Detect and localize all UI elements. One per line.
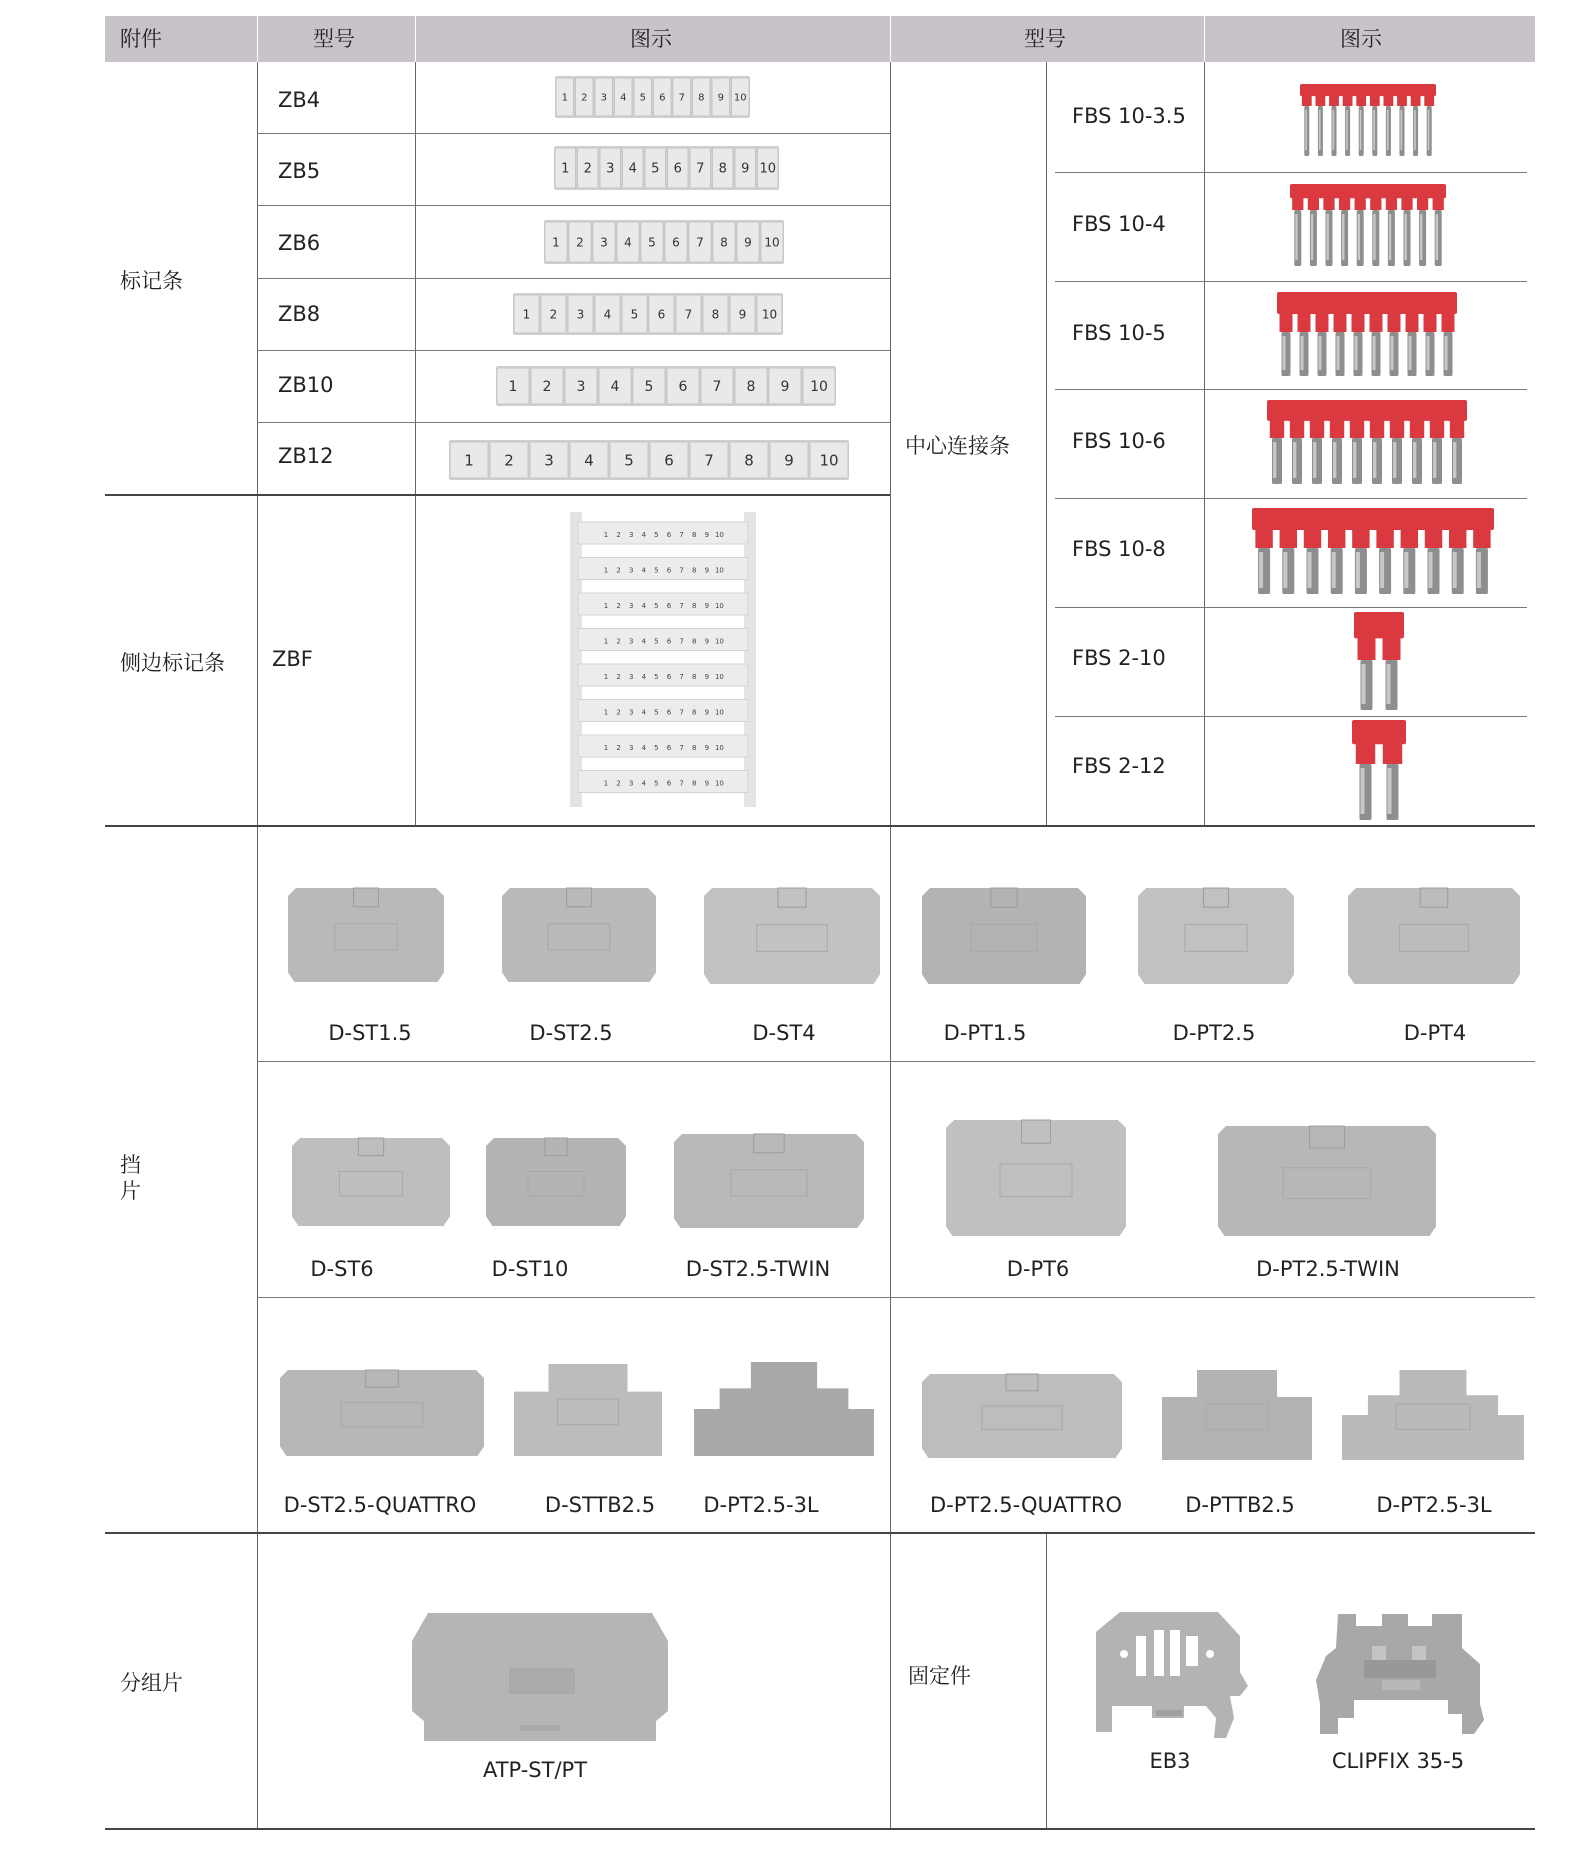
category-marker-strip: 标记条 xyxy=(120,269,183,293)
marker-tag-number: 9 xyxy=(738,307,747,322)
category-end-plate: 挡 片 xyxy=(120,1153,141,1203)
marker-strip-5 xyxy=(496,366,840,408)
marker-tag-number: 7 xyxy=(696,235,704,250)
marker-tag-number: 8 xyxy=(711,307,720,322)
marker-tag-number: 7 xyxy=(704,451,714,470)
marker-tag-number: 5 xyxy=(630,307,639,322)
category-group-plate: 分组片 xyxy=(120,1671,183,1695)
marker-tag-number: 6 xyxy=(672,235,680,250)
side-marker-number: 1 xyxy=(603,744,609,752)
side-marker-number: 6 xyxy=(666,744,672,752)
side-marker-number: 1 xyxy=(603,637,609,646)
side-marker-number: 8 xyxy=(691,566,697,575)
side-marker-sheet-image xyxy=(570,512,756,807)
end-plate xyxy=(512,1364,666,1458)
end-plate xyxy=(280,1370,486,1458)
side-marker-number: 9 xyxy=(704,566,710,575)
side-marker-number: 5 xyxy=(654,779,659,788)
model-zb6: ZB6 xyxy=(278,231,321,255)
marker-tag-number: 7 xyxy=(712,379,722,396)
caption-d-pt4: D-PT4 xyxy=(1403,1021,1467,1045)
side-marker-number: 7 xyxy=(679,602,684,610)
marker-tag-number: 5 xyxy=(624,451,634,470)
side-marker-number: 8 xyxy=(691,779,697,788)
side-marker-number: 10 xyxy=(714,602,724,610)
side-marker-number: 3 xyxy=(628,566,634,575)
marker-tag-number: 4 xyxy=(619,92,626,104)
marker-tag-number: 2 xyxy=(583,161,592,177)
marker-tag-number: 9 xyxy=(717,92,724,104)
caption-d-pt2-5: D-PT2.5 xyxy=(1172,1021,1256,1045)
bridge-1 xyxy=(1300,84,1436,158)
model-zb4: ZB4 xyxy=(278,88,321,112)
side-marker-number: 7 xyxy=(679,708,684,717)
marker-tag-number: 1 xyxy=(560,161,569,177)
marker-tag-number: 7 xyxy=(684,307,693,322)
marker-tag-number: 4 xyxy=(603,307,612,322)
end-plate xyxy=(922,888,1088,986)
marker-tag-number: 2 xyxy=(580,92,587,104)
marker-tag-number: 2 xyxy=(542,379,552,396)
side-marker-number: 9 xyxy=(704,637,710,646)
end-plate xyxy=(704,888,882,986)
side-marker-number: 3 xyxy=(628,531,634,539)
marker-strip-6 xyxy=(449,440,853,482)
side-marker-number: 4 xyxy=(641,779,647,788)
marker-tag-number: 8 xyxy=(697,92,704,104)
caption-d-pt2-5-quattro: D-PT2.5-QUATTRO xyxy=(929,1493,1123,1517)
caption-d-st2-5: D-ST2.5 xyxy=(529,1021,613,1045)
side-marker-number: 1 xyxy=(603,708,609,717)
category-center-bridge: 中心连接条 xyxy=(905,434,1010,458)
side-marker-number: 10 xyxy=(714,566,724,575)
marker-tag-number: 1 xyxy=(552,235,560,250)
side-marker-number: 1 xyxy=(603,531,609,539)
marker-strip-2 xyxy=(554,146,783,192)
bridge-2 xyxy=(1290,184,1446,268)
side-marker-number: 1 xyxy=(603,566,609,575)
marker-tag-number: 2 xyxy=(549,307,558,322)
model-zbf: ZBF xyxy=(272,647,313,671)
caption-d-pt2-5-3l-right: D-PT2.5-3L xyxy=(1376,1493,1492,1517)
end-plate xyxy=(486,1138,628,1228)
side-marker-number: 10 xyxy=(714,744,724,752)
header-model-left: 型号 xyxy=(313,27,355,51)
marker-tag-number: 8 xyxy=(718,161,727,177)
caption-d-pt1-5: D-PT1.5 xyxy=(943,1021,1027,1045)
marker-tag-number: 6 xyxy=(664,451,674,470)
bridge-4 xyxy=(1267,400,1467,486)
marker-tag-number: 5 xyxy=(639,92,646,104)
model-fbs-2-12: FBS 2-12 xyxy=(1072,754,1166,778)
header-image-left: 图示 xyxy=(630,27,672,51)
side-marker-number: 5 xyxy=(654,744,659,752)
marker-strip-3 xyxy=(544,220,788,266)
side-marker-number: 2 xyxy=(616,602,621,610)
marker-tag-number: 10 xyxy=(733,92,747,104)
model-zb5: ZB5 xyxy=(278,159,321,183)
side-marker-number: 9 xyxy=(704,673,710,681)
caption-eb3: EB3 xyxy=(1149,1749,1191,1773)
model-zb10: ZB10 xyxy=(278,373,334,397)
marker-tag-number: 7 xyxy=(695,161,704,177)
side-marker-number: 10 xyxy=(714,637,724,646)
category-fixing: 固定件 xyxy=(908,1664,971,1688)
side-marker-number: 4 xyxy=(641,602,647,610)
marker-tag-number: 1 xyxy=(508,379,518,396)
side-marker-number: 7 xyxy=(679,531,684,539)
side-marker-number: 3 xyxy=(628,673,634,681)
side-marker-number: 2 xyxy=(616,744,621,752)
model-zb8: ZB8 xyxy=(278,302,321,326)
model-fbs-2-10: FBS 2-10 xyxy=(1072,646,1166,670)
marker-tag-number: 3 xyxy=(600,235,608,250)
model-fbs-10-5: FBS 10-5 xyxy=(1072,321,1166,345)
marker-tag-number: 10 xyxy=(758,161,776,177)
side-marker-number: 10 xyxy=(714,779,724,788)
side-marker-number: 6 xyxy=(666,531,672,539)
side-marker-number: 8 xyxy=(691,708,697,717)
marker-tag-number: 1 xyxy=(522,307,531,322)
marker-tag-number: 6 xyxy=(657,307,666,322)
side-marker-number: 4 xyxy=(641,637,647,646)
side-marker-number: 1 xyxy=(603,602,609,610)
group-plate-image xyxy=(410,1613,670,1741)
side-marker-number: 6 xyxy=(666,602,672,610)
side-marker-number: 2 xyxy=(616,673,621,681)
side-marker-number: 7 xyxy=(679,637,684,646)
side-marker-number: 4 xyxy=(641,708,647,717)
marker-tag-number: 9 xyxy=(784,451,794,470)
side-marker-number: 3 xyxy=(628,637,634,646)
side-marker-number: 2 xyxy=(616,779,621,788)
header-accessory: 附件 xyxy=(120,27,162,51)
caption-d-st1-5: D-ST1.5 xyxy=(328,1021,412,1045)
model-fbs-10-6: FBS 10-6 xyxy=(1072,429,1166,453)
marker-tag-number: 3 xyxy=(544,451,554,470)
caption-d-pttb2-5: D-PTTB2.5 xyxy=(1185,1493,1295,1517)
side-marker-number: 9 xyxy=(704,708,710,717)
side-marker-number: 2 xyxy=(616,531,621,539)
caption-atp-st-pt: ATP-ST/PT xyxy=(482,1758,588,1782)
marker-tag-number: 2 xyxy=(576,235,584,250)
marker-tag-number: 9 xyxy=(780,379,790,396)
bridge-5 xyxy=(1252,508,1494,596)
end-plate xyxy=(1160,1370,1316,1462)
caption-d-st6: D-ST6 xyxy=(310,1257,374,1281)
marker-tag-number: 1 xyxy=(561,92,568,104)
side-marker-number: 6 xyxy=(666,708,672,717)
model-zb12: ZB12 xyxy=(278,444,334,468)
side-marker-number: 2 xyxy=(616,637,621,646)
side-marker-number: 10 xyxy=(714,673,724,681)
marker-tag-number: 5 xyxy=(650,161,659,177)
marker-tag-number: 3 xyxy=(576,379,586,396)
marker-tag-number: 6 xyxy=(673,161,682,177)
end-plate xyxy=(1218,1126,1438,1238)
side-marker-number: 7 xyxy=(679,566,684,575)
bridge-3 xyxy=(1277,292,1457,378)
end-plate xyxy=(946,1120,1128,1238)
marker-tag-number: 6 xyxy=(678,379,688,396)
side-marker-number: 6 xyxy=(666,637,672,646)
side-marker-number: 1 xyxy=(603,673,609,681)
bridge-6 xyxy=(1354,612,1404,712)
marker-tag-number: 8 xyxy=(744,451,754,470)
side-marker-number: 9 xyxy=(704,779,710,788)
side-marker-number: 5 xyxy=(654,673,659,681)
side-marker-number: 9 xyxy=(704,531,710,539)
marker-tag-number: 2 xyxy=(504,451,514,470)
side-marker-number: 3 xyxy=(628,744,634,752)
side-marker-number: 3 xyxy=(628,602,634,610)
caption-d-pt2-5-twin: D-PT2.5-TWIN xyxy=(1256,1257,1400,1281)
caption-d-pt6: D-PT6 xyxy=(1006,1257,1070,1281)
marker-tag-number: 3 xyxy=(576,307,585,322)
side-marker-number: 4 xyxy=(641,673,647,681)
side-marker-number: 4 xyxy=(641,566,647,575)
side-marker-number: 6 xyxy=(666,566,672,575)
end-plate xyxy=(292,1138,452,1228)
model-fbs-10-8: FBS 10-8 xyxy=(1072,537,1166,561)
side-marker-number: 7 xyxy=(679,779,684,788)
side-marker-number: 1 xyxy=(603,779,609,788)
side-marker-number: 5 xyxy=(654,566,659,575)
marker-tag-number: 9 xyxy=(744,235,752,250)
end-plate xyxy=(502,888,658,984)
marker-tag-number: 4 xyxy=(624,235,632,250)
marker-tag-number: 9 xyxy=(740,161,749,177)
side-marker-number: 8 xyxy=(691,673,697,681)
clipfix-image xyxy=(1312,1608,1487,1740)
side-marker-number: 10 xyxy=(714,531,724,539)
side-marker-number: 10 xyxy=(714,708,724,717)
caption-d-st2-5-quattro: D-ST2.5-QUATTRO xyxy=(283,1493,477,1517)
end-plate xyxy=(1340,1370,1528,1462)
side-marker-number: 8 xyxy=(691,744,697,752)
marker-tag-number: 4 xyxy=(628,161,637,177)
side-marker-number: 7 xyxy=(679,673,684,681)
marker-tag-number: 7 xyxy=(678,92,685,104)
side-marker-number: 4 xyxy=(641,531,647,539)
header-image-right: 图示 xyxy=(1340,27,1382,51)
marker-tag-number: 4 xyxy=(584,451,594,470)
side-marker-number: 6 xyxy=(666,673,672,681)
side-marker-number: 5 xyxy=(654,637,659,646)
category-side-marker: 侧边标记条 xyxy=(120,651,225,675)
side-marker-number: 2 xyxy=(616,708,621,717)
end-plate xyxy=(674,1134,866,1230)
side-marker-number: 5 xyxy=(654,708,659,717)
side-marker-number: 8 xyxy=(691,637,697,646)
header-model-right: 型号 xyxy=(1024,27,1066,51)
marker-tag-number: 10 xyxy=(761,307,778,322)
side-marker-number: 9 xyxy=(704,602,710,610)
caption-d-pt2-5-3l-left: D-PT2.5-3L xyxy=(703,1493,819,1517)
marker-tag-number: 5 xyxy=(648,235,656,250)
side-marker-number: 8 xyxy=(691,602,697,610)
caption-d-st10: D-ST10 xyxy=(491,1257,569,1281)
marker-tag-number: 1 xyxy=(464,451,474,470)
caption-d-st4: D-ST4 xyxy=(752,1021,816,1045)
marker-tag-number: 10 xyxy=(810,379,828,396)
side-marker-number: 3 xyxy=(628,708,634,717)
marker-strip-4 xyxy=(513,293,787,337)
side-marker-number: 8 xyxy=(691,531,697,539)
marker-tag-number: 4 xyxy=(610,379,620,396)
marker-strip-1 xyxy=(555,76,754,120)
side-marker-number: 9 xyxy=(704,744,710,752)
side-marker-number: 5 xyxy=(654,602,659,610)
caption-d-sttb2-5: D-STTB2.5 xyxy=(544,1493,656,1517)
marker-tag-number: 5 xyxy=(644,379,654,396)
marker-tag-number: 6 xyxy=(658,92,665,104)
marker-tag-number: 8 xyxy=(746,379,756,396)
side-marker-number: 6 xyxy=(666,779,672,788)
marker-tag-number: 3 xyxy=(600,92,607,104)
side-marker-number: 5 xyxy=(654,531,659,539)
bridge-7 xyxy=(1352,720,1406,822)
marker-tag-number: 10 xyxy=(764,235,780,250)
side-marker-number: 7 xyxy=(679,744,684,752)
end-plate xyxy=(1138,888,1296,986)
end-plate xyxy=(922,1374,1124,1460)
caption-d-st2-5-twin: D-ST2.5-TWIN xyxy=(685,1257,831,1281)
side-marker-number: 3 xyxy=(628,779,634,788)
marker-tag-number: 10 xyxy=(819,451,839,470)
eb3-clamp-image xyxy=(1090,1610,1266,1740)
caption-clipfix-35-5: CLIPFIX 35-5 xyxy=(1331,1749,1465,1773)
end-plate xyxy=(692,1362,878,1458)
end-plate xyxy=(1348,888,1522,986)
model-fbs-10-3-5: FBS 10-3.5 xyxy=(1072,104,1186,128)
marker-tag-number: 3 xyxy=(605,161,614,177)
end-plate xyxy=(288,888,446,984)
marker-tag-number: 8 xyxy=(720,235,728,250)
model-fbs-10-4: FBS 10-4 xyxy=(1072,212,1166,236)
side-marker-number: 2 xyxy=(616,566,621,575)
side-marker-number: 4 xyxy=(641,744,647,752)
